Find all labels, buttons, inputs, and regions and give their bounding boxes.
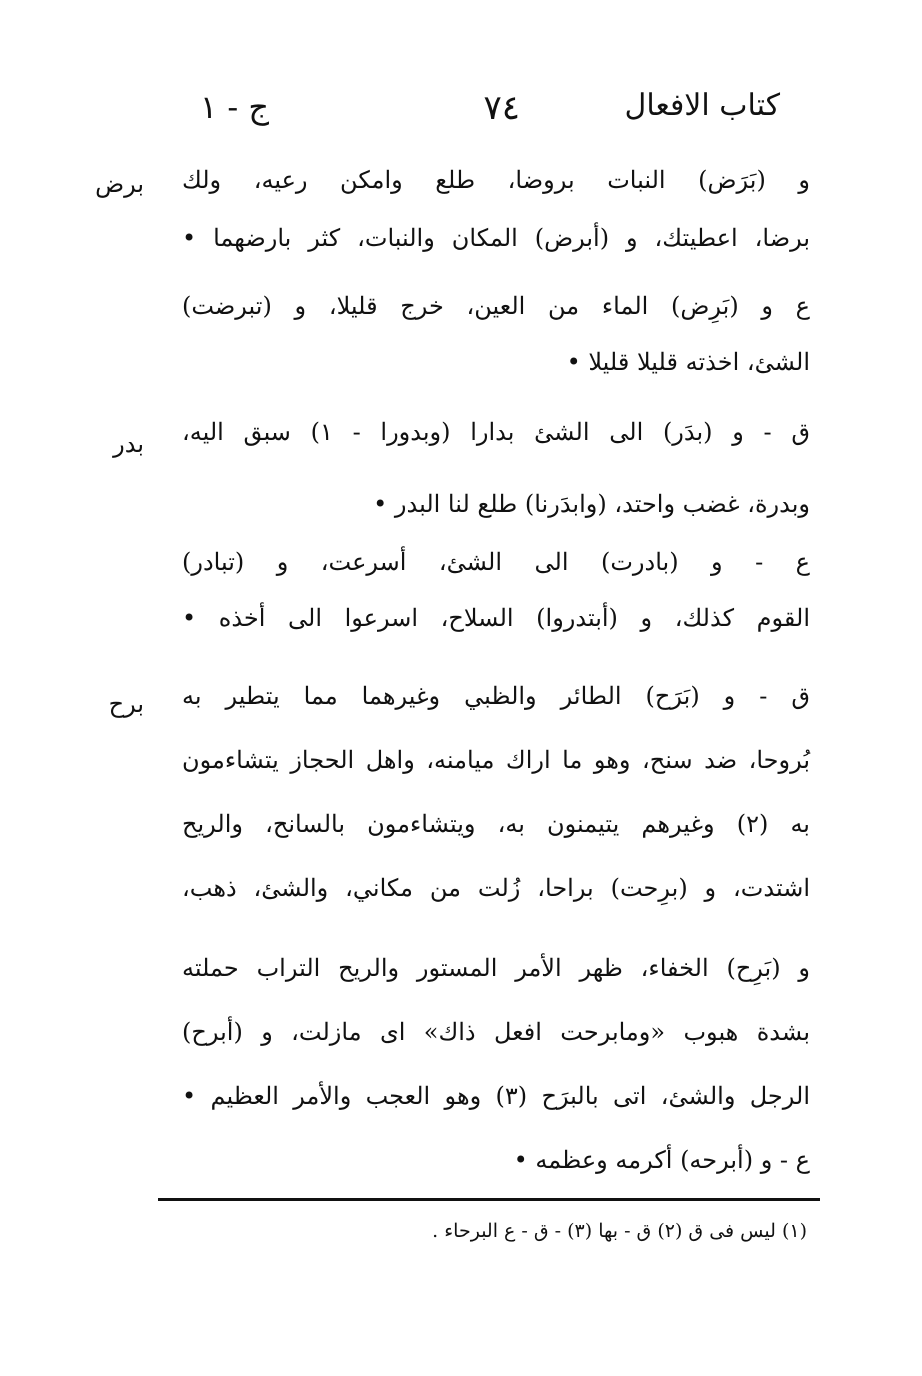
root-word-margin: برض — [95, 170, 144, 198]
text-line: وبدرة، غضب واحتد، (وابدَرنا) طلع لنا البدر • — [373, 490, 810, 518]
text-line: اشتدت، و (برِحت) براحا، زُلت من مكاني، والشئ، ذهب، — [182, 874, 810, 902]
text-line: ع و (بَرِض) الماء من العين، خرج قليلا، و (تبرضت) — [182, 292, 810, 320]
text-line: ق - و (بَرَح) الطائر والظبي وغيرهما مما يتطير به — [182, 682, 810, 710]
text-line: به (٢) وغيرهم يتيمنون به، ويتشاءمون بالسانح، والريح — [182, 810, 810, 838]
text-line: الرجل والشئ، اتى بالبرَح (٣) وهو العجب والأمر العظيم • — [182, 1082, 810, 1110]
text-line: ق - و (بدَر) الى الشئ بدارا (وبدورا - ١) سبق اليه، — [182, 418, 811, 446]
root-word-margin: بدر — [113, 430, 144, 458]
footnote-divider — [158, 1198, 820, 1201]
root-word-margin: برح — [108, 690, 144, 718]
text-line: ع - و (بادرت) الى الشئ، أسرعت، و (تبادر) — [182, 548, 810, 576]
page-number: ٧٤ — [483, 88, 520, 128]
text-line: بشدة هبوب «ومابرحت افعل ذاك» اى مازلت، و (أبرح) — [182, 1018, 810, 1046]
text-line: الشئ، اخذته قليلا قليلا • — [566, 348, 810, 376]
text-line: برضا، اعطيتك، و (أبرض) المكان والنبات، كثر بارضهما • — [182, 224, 810, 252]
text-line: القوم كذلك، و (أبتدروا) السلاح، اسرعوا الى أخذه • — [182, 604, 810, 632]
text-line: بُروحا، ضد سنح، وهو ما اراك ميامنه، واهل الحجاز يتشاءمون — [182, 746, 810, 774]
page-header — [180, 88, 780, 138]
text-line: و (بَرَض) النبات بروضا، طلع وامكن رعيه، ولك — [182, 166, 810, 194]
text-line: و (بَرِح) الخفاء، ظهر الأمر المستور والريح التراب حملته — [182, 954, 810, 982]
footnote: (١) ليس فى ق (٢) ق - بها (٣) - ق - ع البرحاء . — [432, 1220, 807, 1242]
volume-label: ج - ١ — [200, 88, 269, 126]
text-line: ع - و (أبرحه) أكرمه وعظمه • — [513, 1146, 810, 1174]
book-title: كتاب الافعال — [624, 88, 780, 123]
